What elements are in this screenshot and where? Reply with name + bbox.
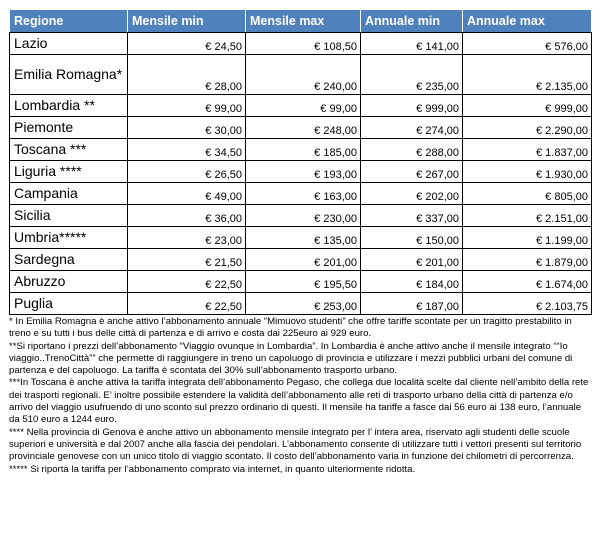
table-row (10, 249, 592, 271)
cell-mensile-min: € 23,00 (128, 227, 246, 249)
cell-annuale-min: € 150,00 (361, 227, 463, 249)
header-annuale-max: Annuale max (463, 10, 592, 33)
cell-mensile-min: € 99,00 (128, 95, 246, 117)
cell-regione: Lombardia ** (10, 95, 128, 117)
document (9, 9, 591, 476)
cell-annuale-max: € 2.103,75 (463, 293, 592, 315)
cell-annuale-min: € 187,00 (361, 293, 463, 315)
table-row (10, 33, 592, 55)
table-row (10, 227, 592, 249)
cell-regione: Liguria **** (10, 161, 128, 183)
cell-annuale-max: € 576,00 (463, 33, 592, 55)
cell-regione: Umbria***** (10, 227, 128, 249)
cell-mensile-max: € 135,00 (246, 227, 361, 249)
cell-mensile-max: € 185,00 (246, 139, 361, 161)
header-annuale-min: Annuale min (361, 10, 463, 33)
cell-mensile-min: € 21,50 (128, 249, 246, 271)
footnote-5: ***** Si riporta la tariffa per l’abbonamento comprato via internet, in quanto ulteriormente ridotta. (9, 463, 416, 475)
header-regione: Regione (10, 10, 128, 33)
cell-annuale-min: € 141,00 (361, 33, 463, 55)
cell-annuale-max: € 1.879,00 (463, 249, 592, 271)
cell-mensile-max: € 108,50 (246, 33, 361, 55)
cell-mensile-min: € 34,50 (128, 139, 246, 161)
footnote-4: **** Nella provincia di Genova è anche attivo un abbonamento mensile integrato per l’ intera area, riservato agli studenti delle scuole superiori e università e dal 2007 anche alla fascia dei pendolari. L’abbonamento consente di utilizzare tutti i vettori presenti sul territorio provinciale genovese con un unico titolo di viaggio scontato. Il costo dell’abbonamento varia in funzione dei chilometri di percorrenza. (9, 426, 582, 463)
cell-annuale-min: € 235,00 (361, 55, 463, 95)
cell-mensile-max: € 201,00 (246, 249, 361, 271)
table-row (10, 161, 592, 183)
cell-regione: Puglia (10, 293, 128, 315)
cell-annuale-max: € 2.290,00 (463, 117, 592, 139)
cell-annuale-max: € 1.930,00 (463, 161, 592, 183)
footnote-2: **Si riportano i prezzi dell’abbonamento “Viaggio ovunque in Lombardia”. In Lombardia è anche attivo anche il mensile integrato ““Io viaggio..TrenoCittà”” che permette di raggiungere in treno un capoluogo di provincia e utilizzare i mezzi pubblici urbani del comune di partenza e del capoluogo. La tariffa è scontata del 30% sull’abbonamento trasporto urbano. (9, 340, 573, 377)
cell-annuale-max: € 2.135,00 (463, 55, 592, 95)
cell-mensile-max: € 240,00 (246, 55, 361, 95)
footnote-3: ***In Toscana è anche attiva la tariffa integrata dell’abbonamento Pegaso, che collega due località scelte dal cliente nell’ambito della rete dei trasporti regionali. E’ inoltre possibile estendere la validità dell’abbonamento alle reti di trasporto urbano della città di partenza e/o arrivo del viaggio usufruendo di uno sconto sul prezzo ordinario di questi. Il mensile ha tariffe a fasce dai 56 euro ai 138 euro, l’annuale da 510 euro a 1244 euro. (9, 377, 589, 426)
cell-annuale-min: € 267,00 (361, 161, 463, 183)
cell-mensile-max: € 248,00 (246, 117, 361, 139)
cell-annuale-max: € 805,00 (463, 183, 592, 205)
cell-annuale-max: € 1.674,00 (463, 271, 592, 293)
table-header-row (10, 10, 592, 33)
table-row (10, 139, 592, 161)
cell-mensile-min: € 24,50 (128, 33, 246, 55)
cell-mensile-min: € 36,00 (128, 205, 246, 227)
table-row (10, 183, 592, 205)
table-row (10, 55, 592, 95)
cell-regione: Toscana *** (10, 139, 128, 161)
table-row (10, 95, 592, 117)
cell-regione: Emilia Romagna* (10, 55, 128, 95)
cell-annuale-min: € 999,00 (361, 95, 463, 117)
table-row (10, 205, 592, 227)
table-row (10, 293, 592, 315)
table-body (10, 33, 592, 315)
header-mensile-min: Mensile min (128, 10, 246, 33)
cell-mensile-max: € 163,00 (246, 183, 361, 205)
cell-annuale-max: € 2.151,00 (463, 205, 592, 227)
cell-regione: Lazio (10, 33, 128, 55)
cell-annuale-min: € 274,00 (361, 117, 463, 139)
cell-mensile-min: € 22,50 (128, 271, 246, 293)
table-row (10, 271, 592, 293)
cell-mensile-min: € 26,50 (128, 161, 246, 183)
cell-regione: Sardegna (10, 249, 128, 271)
footnotes (9, 316, 591, 476)
cell-mensile-min: € 22,50 (128, 293, 246, 315)
cell-regione: Piemonte (10, 117, 128, 139)
cell-annuale-min: € 337,00 (361, 205, 463, 227)
cell-regione: Campania (10, 183, 128, 205)
header-mensile-max: Mensile max (246, 10, 361, 33)
cell-regione: Abruzzo (10, 271, 128, 293)
table-row (10, 117, 592, 139)
cell-annuale-min: € 202,00 (361, 183, 463, 205)
cell-mensile-max: € 195,50 (246, 271, 361, 293)
cell-mensile-max: € 230,00 (246, 205, 361, 227)
cell-annuale-min: € 201,00 (361, 249, 463, 271)
cell-mensile-max: € 193,00 (246, 161, 361, 183)
cell-annuale-max: € 1.837,00 (463, 139, 592, 161)
cell-mensile-min: € 49,00 (128, 183, 246, 205)
cell-annuale-max: € 1.199,00 (463, 227, 592, 249)
cell-annuale-min: € 184,00 (361, 271, 463, 293)
cell-mensile-min: € 30,00 (128, 117, 246, 139)
cell-mensile-max: € 253,00 (246, 293, 361, 315)
footnote-1: * In Emilia Romagna è anche attivo l’abbonamento annuale “Mimuovo studenti” che offre tariffe scontate per un tragitto prestabilito in treno e su tutti i bus delle città di partenza e di arrivo e costa dai 225euro ai 929 euro. (9, 316, 572, 340)
cell-mensile-min: € 28,00 (128, 55, 246, 95)
cell-annuale-min: € 288,00 (361, 139, 463, 161)
cell-mensile-max: € 99,00 (246, 95, 361, 117)
cell-regione: Sicilia (10, 205, 128, 227)
cell-annuale-max: € 999,00 (463, 95, 592, 117)
fares-table (9, 9, 592, 315)
